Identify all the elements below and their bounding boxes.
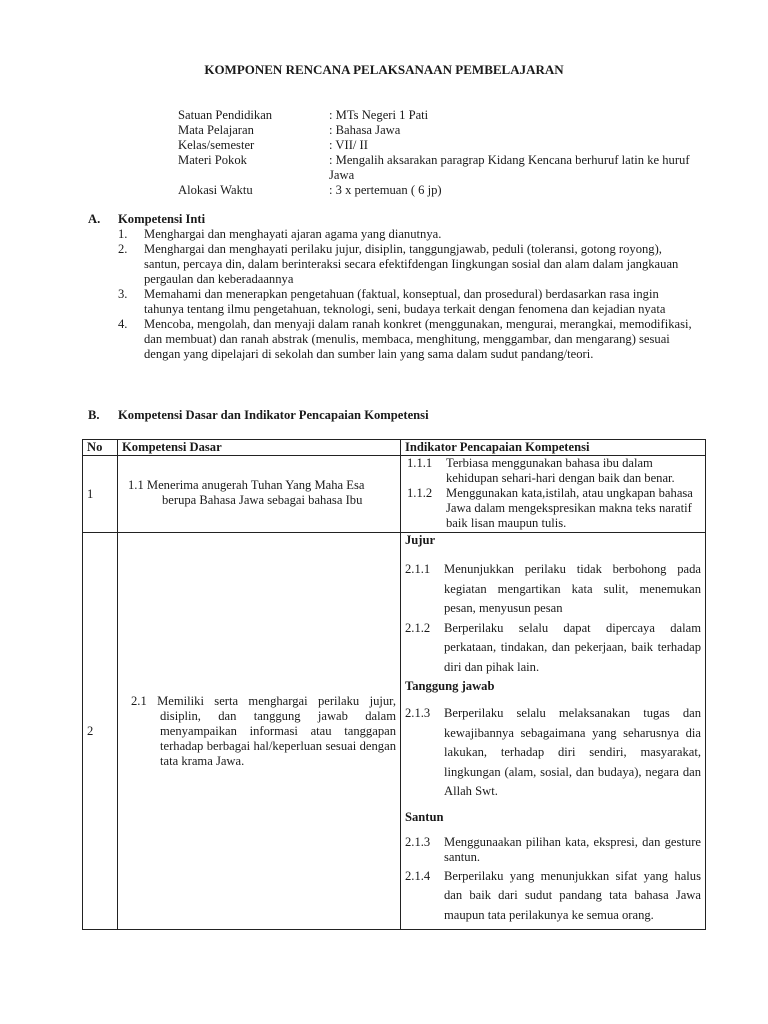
meta-value: : Mengalih aksarakan paragrap Kidang Kencana berhuruf latin ke huruf Jawa [329,153,690,182]
indicator-number: 2.1.2 [405,620,431,635]
meta-value: : VII/ II [329,138,368,152]
section-heading [88,408,698,423]
meta-row [178,123,698,138]
section-letter: B. [88,408,100,422]
row-number: 1 [83,456,118,533]
competency-cell [118,533,401,930]
section-heading [88,212,698,227]
list-number: 1. [118,227,128,241]
competency-text: 1.1 Menerima anugerah Tuhan Yang Maha Esa berupa Bahasa Jawa sebagai bahasa Ibu [128,478,365,507]
meta-label: Mata Pelajaran [178,123,254,137]
row-number: 2 [83,533,118,930]
indicator-text: Menggunaakan pilihan kata, ekspresi, dan gesture santun. [444,834,701,864]
meta-value: : 3 x pertemuan ( 6 jp) [329,183,442,197]
indicator-group-heading: Jujur [405,533,436,547]
list-text: Mencoba, mengolah, dan menyaji dalam ranah konkret (menggunakan, mengurai, merangkai, memodifikasi, dan membuat) dan ranah abstrak (menulis, membaca, menghitung, menggambar, dan mengarang) sesuai dengan yang dipelajari di sekolah dan sumber lain yang sama dalam sudut pandang/teori. [144,317,692,361]
indicator-text: Terbiasa menggunakan bahasa ibu dalam kehidupan sehari-hari dengan baik dan benar. [446,456,675,485]
list-number: 2. [118,242,128,256]
meta-row [178,138,698,153]
indicator-text: Berperilaku yang menunjukkan sifat yang halus dan baik dari sudut pandang tata bahasa Jawa maupun tata perilakunya ke semua orang. [444,868,701,922]
meta-row [178,153,698,183]
meta-value: : MTs Negeri 1 Pati [329,108,429,122]
section-letter: A. [88,212,101,226]
document-title: KOMPONEN RENCANA PELAKSANAAN PEMBELAJARAN [204,62,564,77]
column-header-kd: Kompetensi Dasar [118,440,401,456]
identity-block [178,108,698,198]
list-item [118,317,698,362]
indicator-number: 1.1.1 [407,456,433,470]
indicator-text: Menggunakan kata,istilah, atau ungkapan bahasa Jawa dalam mengekspresikan makna teks naratif baik lisan maupun tulis. [446,486,693,530]
list-text: Menghargai dan menghayati perilaku jujur, disiplin, tanggungjawab, peduli (toleransi, gotong royong), santun, percaya din, dalam berinteraksi secara efektifdengan Iingkungan sosial dan alam dalam jangkauan pergaulan dan keberadaannya [144,242,679,286]
list-item [118,242,698,287]
indicator-item [405,704,701,802]
indicator-group-heading: Tanggung jawab [405,679,495,693]
list-item [118,227,698,242]
section-kompetensi-inti [88,212,698,362]
indicator-cell [401,456,706,533]
indicator-number: 2.1.3 [405,834,431,849]
section-title: Kompetensi Inti [118,212,206,226]
indicator-number: 1.1.2 [407,486,433,500]
section-title: Kompetensi Dasar dan Indikator Pencapaian Kompetensi [118,408,429,422]
column-header-no: No [83,440,118,456]
list-number: 4. [118,317,128,331]
meta-label: Satuan Pendidikan [178,108,273,122]
list-number: 3. [118,287,128,301]
list-text: Memahami dan menerapkan pengetahuan (faktual, konseptual, dan prosedural) berdasarkan rasa ingin tahunya tentang ilmu pengetahuan, teknologi, seni, budaya terkait dengan fenomena dan kejadian nyata [144,287,666,316]
indicator-group-heading: Santun [405,809,444,824]
competency-table [82,439,706,930]
meta-label: Alokasi Waktu [178,183,253,197]
indicator-text: Menunjukkan perilaku tidak berbohong pada kegiatan mengartikan kata sulit, menemukan pesan, menyusun pesan [444,562,701,615]
indicator-number: 2.1.4 [405,868,431,883]
table-row [83,456,706,533]
indicator-cell [401,533,706,930]
meta-value: : Bahasa Jawa [329,123,401,137]
competency-text: 2.1 Memiliki serta menghargai perilaku jujur, disiplin, dan tanggung jawab dalam menyampaikan informasi atau tanggapan terhadap berbagai hal/keperluan sesuai dengan tata krama Jawa. [131,693,396,768]
indicator-text: Berperilaku selalu dapat dipercaya dalam perkataan, tindakan, dan pekerjaan, baik terhadap diri dan pihak lain. [444,620,701,674]
table-header-row [83,440,706,456]
indicator-item [407,486,701,531]
meta-row [178,108,698,123]
column-header-indicator: Indikator Pencapaian Kompetensi [401,440,706,456]
indicator-text: Berperilaku selalu melaksanakan tugas dan kewajibannya sebagaimana yang seharusnya dia lakukan, terhadap diri sendiri, masyarakat, lingkungan (alam, sosial, dan budaya), negara dan Allah Swt. [444,706,701,798]
indicator-item [405,835,701,865]
section-kompetensi-dasar [88,408,698,423]
table-row [83,533,706,930]
indicator-item [405,867,701,926]
indicator-item [405,619,701,678]
indicator-number: 2.1.1 [405,562,431,576]
competency-cell [118,456,401,533]
meta-label: Materi Pokok [178,153,247,167]
meta-label: Kelas/semester [178,138,255,152]
meta-row [178,183,698,198]
indicator-item [405,560,701,619]
list-item [118,287,698,317]
indicator-number: 2.1.3 [405,706,431,720]
indicator-item [407,456,701,486]
list-text: Menghargai dan menghayati ajaran agama yang dianutnya. [144,227,442,241]
